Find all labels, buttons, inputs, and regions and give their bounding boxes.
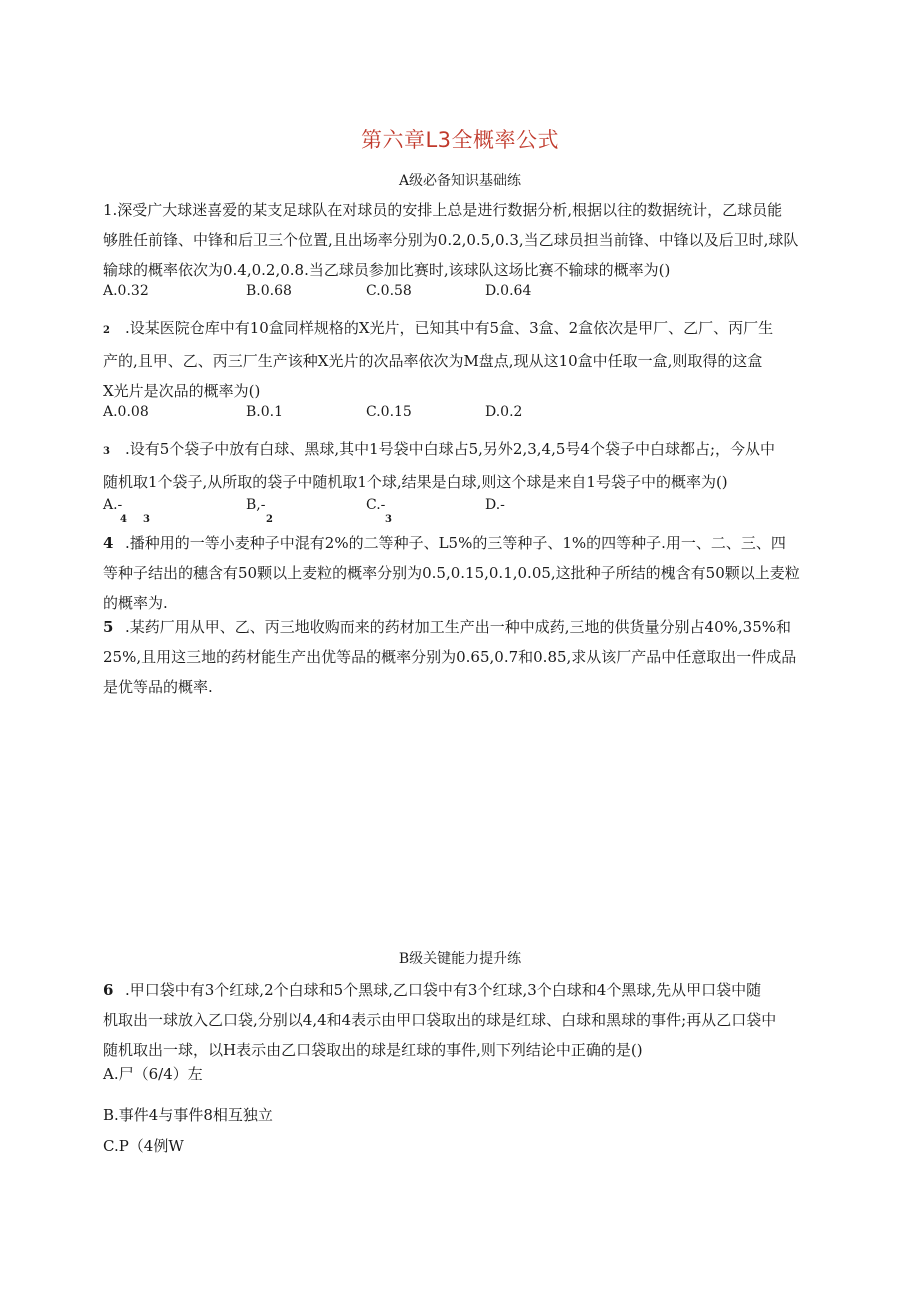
option-d: D.0.2 <box>485 404 523 420</box>
option-b: B.0.68 <box>246 283 292 299</box>
option-c: C.- <box>366 497 386 513</box>
question-3-number: 3 <box>103 446 110 457</box>
question-2 <box>103 313 815 406</box>
question-1-line-3: 输球的概率依次为0.4,0.2,0.8.当乙球员参加比赛时,该球队这场比赛不输球的概率为() <box>103 261 671 279</box>
question-3-line-1: 3 .设有5个袋子中放有白球、黑球,其中1号袋中白球占5,另外2,3,4,5号4个袋子中白球都占;，今从中 <box>103 434 815 467</box>
question-2-line-2: 产的,且甲、乙、丙三厂生产该种X光片的次品率依次为M盘点,现从这10盒中任取一盒,则取得的这盒 <box>103 352 763 370</box>
question-6-line-1: 6 .甲口袋中有3个红球,2个白球和5个黑球,乙口袋中有3个红球,3个白球和4个黑球,先从甲口袋中随 <box>103 975 815 1005</box>
option-c: C.0.58 <box>366 283 412 299</box>
option-a-subscript-2: 3 <box>143 514 150 525</box>
option-c-subscript: 3 <box>385 514 392 525</box>
option-d: D.0.64 <box>485 283 532 299</box>
question-4-line-1: 4 .播种用的一等小麦种子中混有2%的二等种子、L5%的三等种子、1%的四等种子.用一、二、三、四 <box>103 528 815 558</box>
question-3 <box>103 434 815 497</box>
question-2-line-1: 2 .设某医院仓库中有10盒同样规格的X光片，已知其中有5盒、3盒、2盒依次是甲厂、乙厂、丙厂生 <box>103 313 815 346</box>
question-5 <box>103 612 815 702</box>
question-1-line-1: 1.深受广大球迷喜爱的某支足球队在对球员的安排上总是进行数据分析,根据以往的数据统计，乙球员能 <box>103 201 783 219</box>
question-4 <box>103 528 815 618</box>
question-6-number: 6 <box>103 981 114 999</box>
option-a: A.0.32 <box>103 283 149 299</box>
question-5-line-3: 是优等品的概率. <box>103 678 213 696</box>
question-4-line-2: 等种子结出的穗含有50颗以上麦粒的概率分别为0.5,0.15,0.1,0.05,这批种子所结的槐含有50颗以上麦粒 <box>103 564 800 582</box>
question-6-line-2: 机取出一球放入乙口袋,分别以4,4和4表示由甲口袋取出的球是红球、白球和黑球的事件;再从乙口袋中 <box>103 1011 777 1029</box>
section-b-heading: B级关键能力提升练 <box>398 951 522 967</box>
question-5-line-2: 25%,且用这三地的药材能生产出优等品的概率分别为0.65,0.7和0.85,求从该厂产品中任意取出一件成品 <box>103 648 797 666</box>
question-2-number: 2 <box>103 325 110 336</box>
question-2-line-3: X光片是次品的概率为() <box>103 382 261 400</box>
question-1-line-2: 够胜任前锋、中锋和后卫三个位置,且出场率分别为0.2,0.5,0.3,当乙球员担当前锋、中锋以及后卫时,球队 <box>103 231 799 249</box>
question-1 <box>103 195 815 285</box>
question-4-line-3: 的概率为. <box>103 594 168 612</box>
option-a: A.- <box>103 497 123 513</box>
option-a-subscript-1: 4 <box>120 514 127 525</box>
question-4-number: 4 <box>103 534 114 552</box>
option-b: B,- <box>246 497 266 513</box>
question-5-number: 5 <box>103 618 114 636</box>
question-6-option-b: B.事件4与事件8相互独立 <box>103 1106 273 1124</box>
section-a-heading: A级必备知识基础练 <box>398 173 522 189</box>
question-5-line-1: 5 .某药厂用从甲、乙、丙三地收购而来的药材加工生产出一种中成药,三地的供货量分别占40%,35%和 <box>103 612 815 642</box>
option-b: B.0.1 <box>246 404 284 420</box>
question-3-line-2: 随机取1个袋子,从所取的袋子中随机取1个球,结果是白球,则这个球是来自1号袋子中的概率为() <box>103 473 728 491</box>
option-d: D.- <box>485 497 505 513</box>
page-title: 第六章L3全概率公式 <box>360 128 560 152</box>
question-6-option-c: C.P（4例W <box>103 1137 184 1155</box>
question-6 <box>103 975 815 1065</box>
option-c: C.0.15 <box>366 404 412 420</box>
option-b-subscript: 2 <box>266 514 273 525</box>
question-6-option-a: A.尸（6/4）左 <box>103 1065 203 1083</box>
option-a: A.0.08 <box>103 404 149 420</box>
question-6-line-3: 随机取出一球，以H表示由乙口袋取出的球是红球的事件,则下列结论中正确的是() <box>103 1041 643 1059</box>
